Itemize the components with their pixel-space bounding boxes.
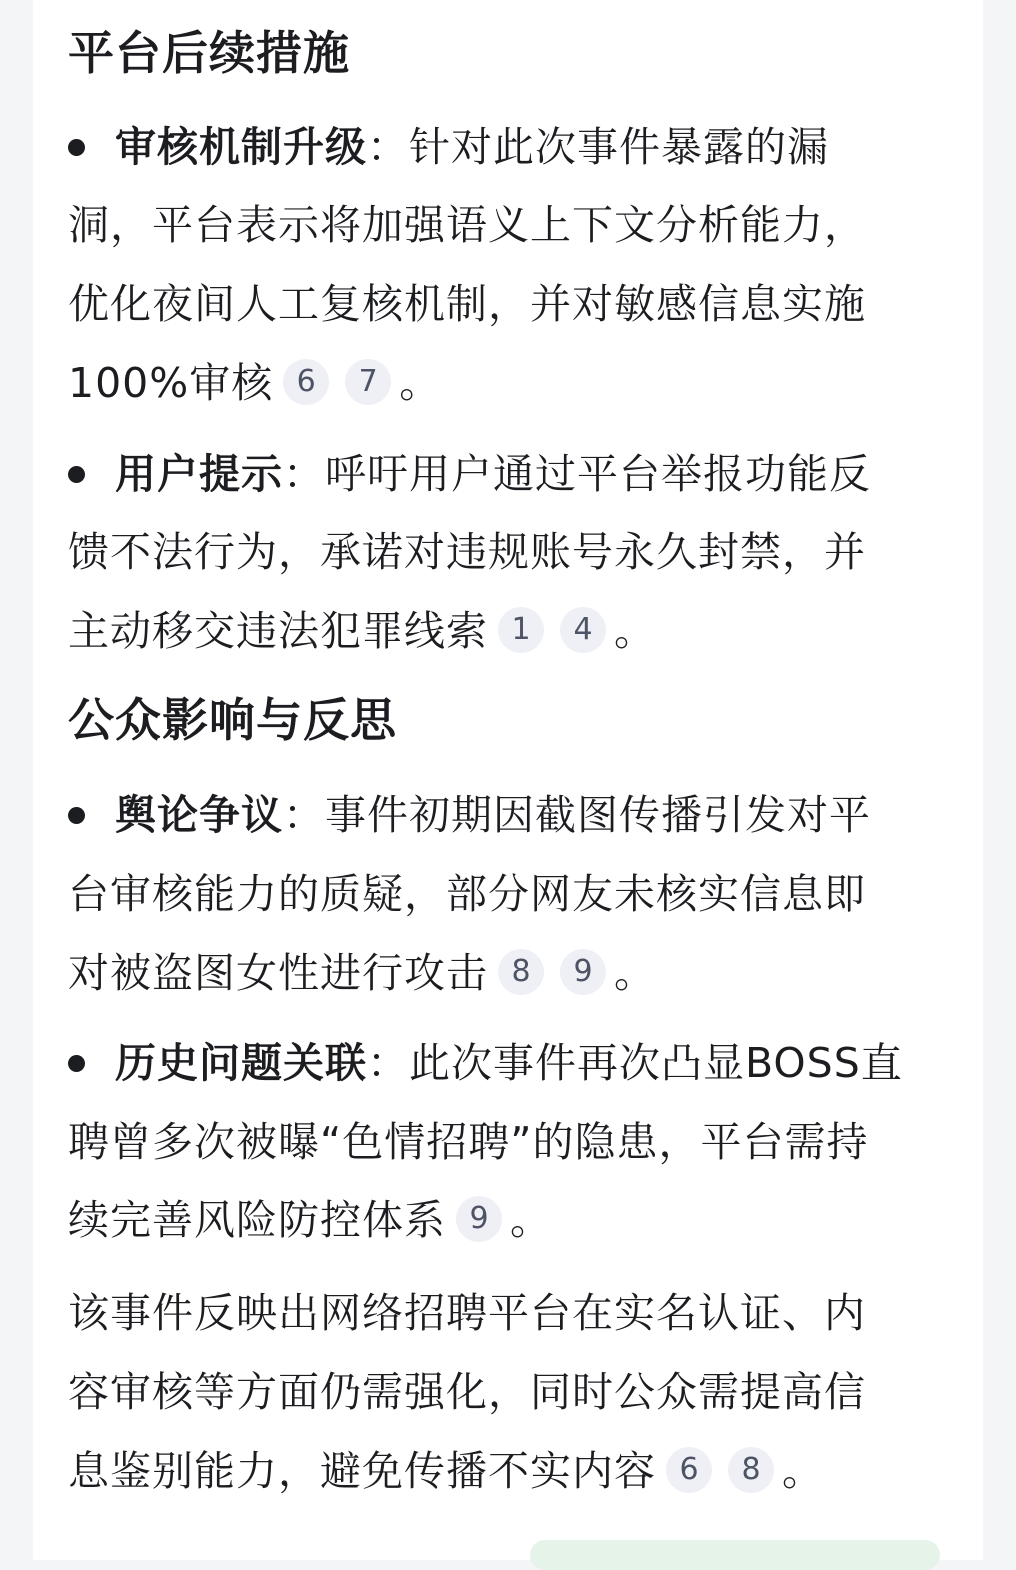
list-item-line: 馈不法行为，承诺对违规账号永久封禁，并: [68, 528, 866, 576]
item-text: 对被盗图女性进行攻击: [68, 949, 488, 997]
item-colon: ：: [367, 123, 409, 171]
item-text: 针对此次事件暴露的漏: [409, 123, 829, 171]
bullet-dot: [68, 139, 85, 156]
bullet-dot: [68, 466, 85, 483]
citation-badge[interactable]: 7: [345, 359, 391, 405]
bullet-dot: [68, 1055, 85, 1072]
list-item-line: 台审核能力的质疑，部分网友未核实信息即: [68, 870, 866, 918]
list-item-line: [115, 1038, 903, 1088]
citation-badge[interactable]: 6: [283, 359, 329, 405]
paragraph-text: 息鉴别能力，避免传播不实内容: [68, 1447, 656, 1495]
item-label: 用户提示: [115, 450, 283, 498]
bullet-dot: [68, 807, 85, 824]
list-item-line: [68, 606, 656, 656]
item-text: 此次事件再次凸显BOSS直: [409, 1039, 903, 1087]
citation-badge[interactable]: 8: [498, 949, 544, 995]
list-item-line: 优化夜间人工复核机制，并对敏感信息实施: [68, 280, 866, 328]
item-colon: ：: [367, 1039, 409, 1087]
action-button-partial[interactable]: [530, 1540, 940, 1570]
item-text: 100%审核: [68, 359, 274, 407]
item-colon: ：: [283, 791, 325, 839]
citation-badge[interactable]: 8: [728, 1447, 774, 1493]
section-heading: 平台后续措施: [68, 26, 350, 80]
item-label: 历史问题关联: [115, 1039, 367, 1087]
section-heading: 公众影响与反思: [68, 693, 397, 747]
list-item-line: [115, 790, 871, 840]
citation-badge[interactable]: 9: [560, 949, 606, 995]
paragraph-line: 容审核等方面仍需强化，同时公众需提高信: [68, 1368, 866, 1416]
citation-badge[interactable]: 6: [666, 1447, 712, 1493]
item-text: 续完善风险防控体系: [68, 1196, 446, 1244]
list-item-line: [68, 948, 656, 998]
list-item-line: 聘曾多次被曝“色情招聘”的隐患，平台需持: [68, 1118, 869, 1166]
sentence-end: 。: [614, 607, 656, 655]
item-colon: ：: [283, 450, 325, 498]
list-item-line: [68, 1195, 552, 1245]
sentence-end: 。: [782, 1447, 824, 1495]
sentence-end: 。: [510, 1196, 552, 1244]
paragraph-line: [68, 1446, 824, 1496]
item-label: 舆论争议: [115, 791, 283, 839]
citation-badge[interactable]: 1: [498, 607, 544, 653]
item-text: 主动移交违法犯罪线索: [68, 607, 488, 655]
sentence-end: 。: [399, 359, 442, 407]
paragraph-line: 该事件反映出网络招聘平台在实名认证、内: [68, 1289, 866, 1337]
list-item-line: [115, 122, 829, 172]
item-text: 呼吁用户通过平台举报功能反: [325, 450, 871, 498]
sentence-end: 。: [614, 949, 656, 997]
list-item-line: [115, 449, 871, 499]
list-item-line: 洞，平台表示将加强语义上下文分析能力，: [68, 201, 866, 249]
citation-badge[interactable]: 9: [456, 1196, 502, 1242]
citation-badge[interactable]: 4: [560, 607, 606, 653]
item-text: 事件初期因截图传播引发对平: [325, 791, 871, 839]
item-label: 审核机制升级: [115, 123, 367, 171]
list-item-line: [68, 358, 441, 408]
